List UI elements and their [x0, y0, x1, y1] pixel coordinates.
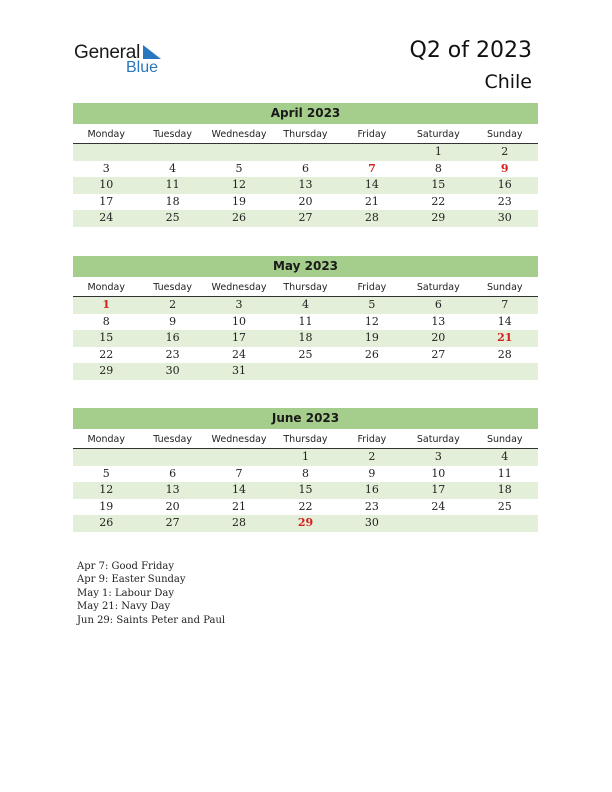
day-cell: 5: [102, 466, 110, 480]
week-row: [73, 449, 538, 466]
day-cell: 29: [99, 364, 114, 378]
weekday-label: Thursday: [283, 434, 328, 445]
day-cell: 9: [169, 314, 177, 328]
day-cell: 25: [497, 499, 512, 513]
day-cell: 27: [298, 211, 313, 225]
day-cell: 15: [99, 331, 114, 345]
weekday-label: Tuesday: [153, 434, 192, 445]
week-row: [73, 161, 538, 178]
day-cell: 12: [364, 314, 379, 328]
day-cell: [206, 449, 272, 466]
logo-blue-text: Blue: [126, 59, 159, 76]
day-cell: 4: [169, 161, 177, 175]
day-cell: 28: [232, 516, 247, 530]
day-cell: 2: [368, 450, 376, 463]
holiday-item: May 21: Navy Day: [77, 601, 171, 613]
week-row: [73, 499, 538, 516]
weekday-label: Friday: [357, 282, 387, 293]
day-cell: 24: [99, 211, 114, 225]
day-cell: 25: [165, 211, 180, 225]
weekday-label: Tuesday: [153, 282, 192, 293]
holiday-day-cell: 29: [297, 516, 314, 530]
weekday-label: Monday: [87, 129, 125, 140]
day-cell: [472, 363, 538, 380]
weekday-label: Saturday: [416, 434, 460, 445]
day-cell: 13: [431, 314, 446, 328]
weekday-label: Friday: [357, 129, 387, 140]
month-title: April 2023: [73, 103, 538, 124]
day-cell: 12: [99, 483, 114, 497]
week-row: [73, 330, 538, 347]
week-row: [73, 194, 538, 211]
day-cell: 23: [497, 194, 512, 208]
day-cell: 13: [298, 178, 313, 192]
day-cell: 26: [364, 347, 379, 361]
day-cell: 11: [298, 314, 313, 328]
day-cell: 3: [434, 450, 442, 463]
day-cell: [472, 515, 538, 532]
day-cell: 21: [364, 194, 379, 208]
day-cell: 30: [497, 211, 512, 225]
day-cell: 5: [368, 298, 376, 311]
weekday-label: Saturday: [416, 282, 460, 293]
day-cell: 22: [431, 194, 446, 208]
day-cell: 14: [364, 178, 379, 192]
day-cell: 6: [169, 466, 177, 480]
day-cell: 11: [165, 178, 180, 192]
day-cell: 24: [431, 499, 446, 513]
holiday-day-cell: 9: [500, 161, 509, 175]
day-cell: 17: [232, 331, 247, 345]
holiday-item: Jun 29: Saints Peter and Paul: [77, 614, 226, 626]
logo-general-text: General: [74, 42, 141, 63]
day-cell: 23: [165, 347, 180, 361]
weekday-label: Saturday: [416, 129, 460, 140]
day-cell: 7: [235, 466, 243, 480]
holiday-day-cell: 21: [497, 331, 513, 345]
day-cell: 4: [301, 298, 309, 311]
weekday-label: Tuesday: [153, 129, 192, 140]
weekday-label: Thursday: [283, 282, 328, 293]
week-row: [73, 363, 538, 380]
day-cell: 8: [301, 466, 309, 480]
week-row: [73, 144, 538, 161]
day-cell: 15: [431, 178, 446, 192]
weekday-header-row: [73, 126, 538, 144]
weekday-label: Friday: [357, 434, 387, 445]
weekday-label: Sunday: [486, 129, 523, 140]
day-cell: [405, 363, 471, 380]
holiday-list: [77, 560, 225, 627]
day-cell: 18: [165, 194, 180, 208]
day-cell: [139, 144, 205, 161]
day-cell: 21: [232, 499, 247, 513]
week-row: [73, 297, 538, 314]
month-june: [73, 408, 538, 532]
day-cell: 1: [434, 145, 442, 158]
day-cell: [272, 363, 338, 380]
day-cell: [339, 144, 405, 161]
holiday-day-cell: 7: [368, 161, 376, 175]
holiday-day-cell: 1: [102, 298, 111, 311]
day-cell: 17: [431, 483, 446, 497]
day-cell: 8: [102, 314, 110, 328]
day-cell: 27: [165, 516, 180, 530]
weekday-label: Wednesday: [211, 434, 267, 445]
day-cell: [73, 449, 139, 466]
page-title: Q2 of 2023: [409, 38, 532, 63]
day-cell: 8: [434, 161, 442, 175]
day-cell: 24: [232, 347, 247, 361]
day-cell: 9: [368, 466, 376, 480]
day-cell: 17: [99, 194, 114, 208]
weekday-label: Sunday: [486, 282, 523, 293]
day-cell: 7: [501, 298, 509, 311]
holiday-item: May 1: Labour Day: [77, 587, 174, 599]
day-cell: [339, 363, 405, 380]
weekday-label: Monday: [87, 282, 125, 293]
day-cell: 19: [364, 331, 379, 345]
day-cell: 10: [431, 466, 446, 480]
day-cell: 16: [364, 483, 379, 497]
day-cell: 16: [165, 331, 180, 345]
holiday-item: Apr 9: Easter Sunday: [77, 574, 186, 586]
day-cell: 26: [99, 516, 114, 530]
day-cell: 26: [232, 211, 247, 225]
weekday-label: Wednesday: [211, 129, 267, 140]
weekday-label: Sunday: [486, 434, 523, 445]
week-row: [73, 314, 538, 331]
day-cell: 19: [232, 194, 247, 208]
day-cell: 16: [497, 178, 512, 192]
day-cell: [405, 515, 471, 532]
week-row: [73, 515, 538, 532]
week-row: [73, 482, 538, 499]
day-cell: 20: [298, 194, 313, 208]
week-row: [73, 177, 538, 194]
month-title: May 2023: [73, 256, 538, 277]
day-cell: 29: [431, 211, 446, 225]
day-cell: 18: [298, 331, 313, 345]
day-cell: 22: [99, 347, 114, 361]
day-cell: 20: [165, 499, 180, 513]
day-cell: 1: [301, 450, 309, 463]
week-row: [73, 210, 538, 227]
day-cell: 15: [298, 483, 313, 497]
weekday-header-row: [73, 279, 538, 297]
day-cell: 2: [169, 298, 177, 311]
day-cell: 5: [235, 161, 243, 175]
country-name: Chile: [484, 71, 532, 93]
week-row: [73, 347, 538, 364]
day-cell: 6: [434, 298, 442, 311]
day-cell: [73, 144, 139, 161]
day-cell: 30: [165, 364, 180, 378]
day-cell: 11: [497, 466, 512, 480]
day-cell: 31: [232, 364, 247, 378]
holiday-item: Apr 7: Good Friday: [77, 561, 175, 572]
day-cell: [272, 144, 338, 161]
weekday-label: Wednesday: [211, 282, 267, 293]
day-cell: 20: [431, 331, 446, 345]
day-cell: 19: [99, 499, 114, 513]
day-cell: 6: [301, 161, 309, 175]
day-cell: 23: [364, 499, 379, 513]
day-cell: 30: [364, 516, 379, 530]
day-cell: [206, 144, 272, 161]
day-cell: 3: [102, 161, 110, 175]
day-cell: 18: [497, 483, 512, 497]
week-row: [73, 466, 538, 483]
weekday-label: Thursday: [283, 129, 328, 140]
day-cell: 13: [165, 483, 180, 497]
day-cell: 28: [497, 347, 512, 361]
day-cell: [139, 449, 205, 466]
day-cell: 4: [501, 450, 509, 463]
day-cell: 28: [364, 211, 379, 225]
day-cell: 14: [232, 483, 247, 497]
month-title: June 2023: [73, 408, 538, 429]
day-cell: 27: [431, 347, 446, 361]
day-cell: 12: [232, 178, 247, 192]
weekday-label: Monday: [87, 434, 125, 445]
logo: [74, 42, 159, 76]
day-cell: 10: [232, 314, 247, 328]
day-cell: 14: [497, 314, 512, 328]
month-may: [73, 256, 538, 380]
day-cell: 25: [298, 347, 313, 361]
month-april: [73, 103, 538, 227]
day-cell: 2: [501, 145, 509, 158]
weekday-header-row: [73, 431, 538, 449]
day-cell: 3: [235, 298, 243, 311]
day-cell: 10: [99, 178, 114, 192]
day-cell: 22: [298, 499, 313, 513]
